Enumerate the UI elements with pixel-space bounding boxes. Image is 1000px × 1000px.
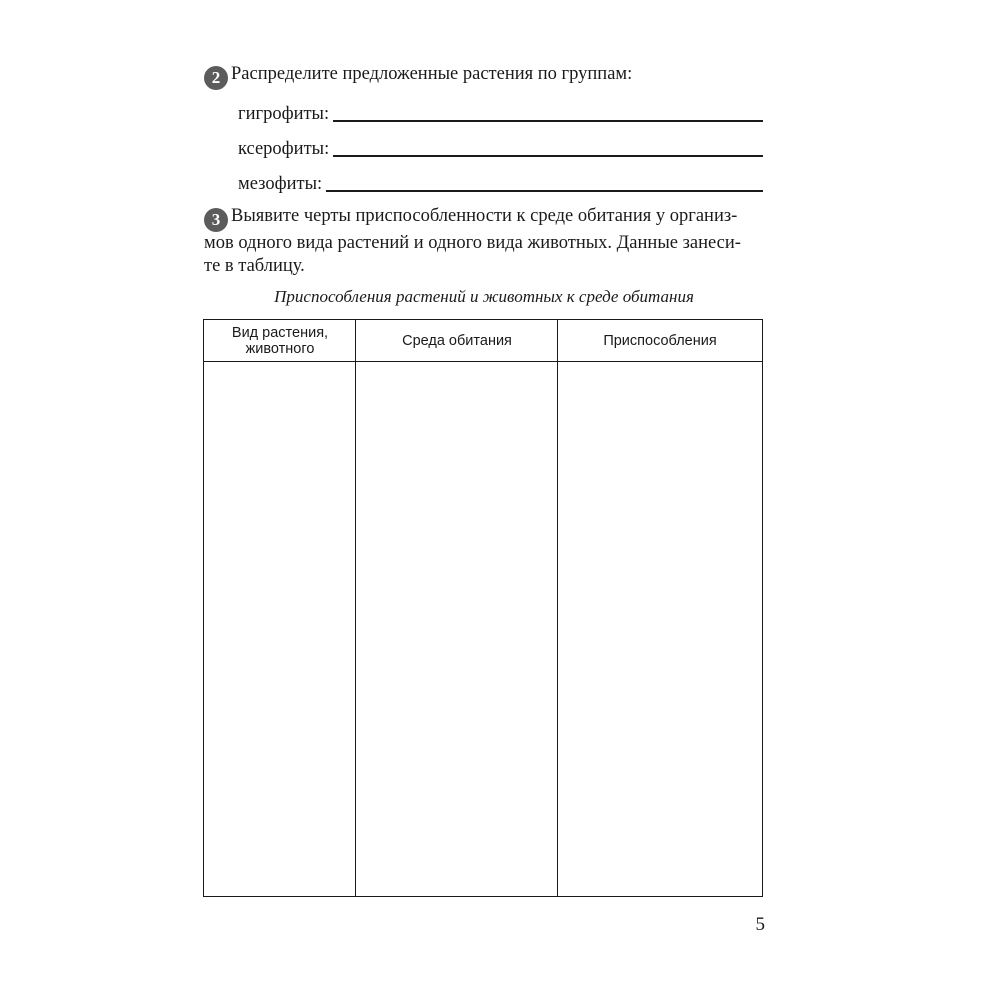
field-label: ксерофиты: [238,139,330,159]
fill-row-mesophytes [238,170,763,194]
answer-line[interactable] [333,120,763,122]
task-3-text-line-3: те в таблицу. [204,255,305,276]
answer-line[interactable] [333,155,763,157]
table-header-habitat: Среда обитания [402,333,512,349]
fill-row-hygrophytes [238,100,763,124]
table-cell-species[interactable] [204,363,355,896]
answer-table [203,319,763,897]
task-2-heading [204,63,632,90]
field-label: гигрофиты: [238,104,330,124]
header-divider [204,361,762,362]
answer-line[interactable] [326,190,763,192]
task-number-badge: 2 [204,66,228,90]
header-line: Вид растения, [231,325,329,341]
task-number-badge: 3 [204,208,228,232]
task-3-text-line-2: мов одного вида растений и одного вида животных. Данные занеси- [204,233,741,253]
table-cell-habitat[interactable] [357,363,557,896]
header-line: животного [245,341,315,357]
column-divider [355,320,356,896]
task-3-line [204,205,766,232]
table-cell-adaptations[interactable] [559,363,762,896]
task-3-text-line-1: Выявите черты приспособленности к среде обитания у организ- [231,206,738,226]
page-number: 5 [755,914,765,935]
table-header-species [204,320,356,362]
task-3-paragraph [204,205,766,277]
task-2-text: Распределите предложенные растения по группам: [231,64,633,84]
table-header-adaptations: Приспособления [603,333,717,349]
table-caption: Приспособления растений и животных к среде обитания [274,287,694,306]
column-divider [557,320,558,896]
field-label: мезофиты: [238,174,323,194]
fill-row-xerophytes [238,135,763,159]
